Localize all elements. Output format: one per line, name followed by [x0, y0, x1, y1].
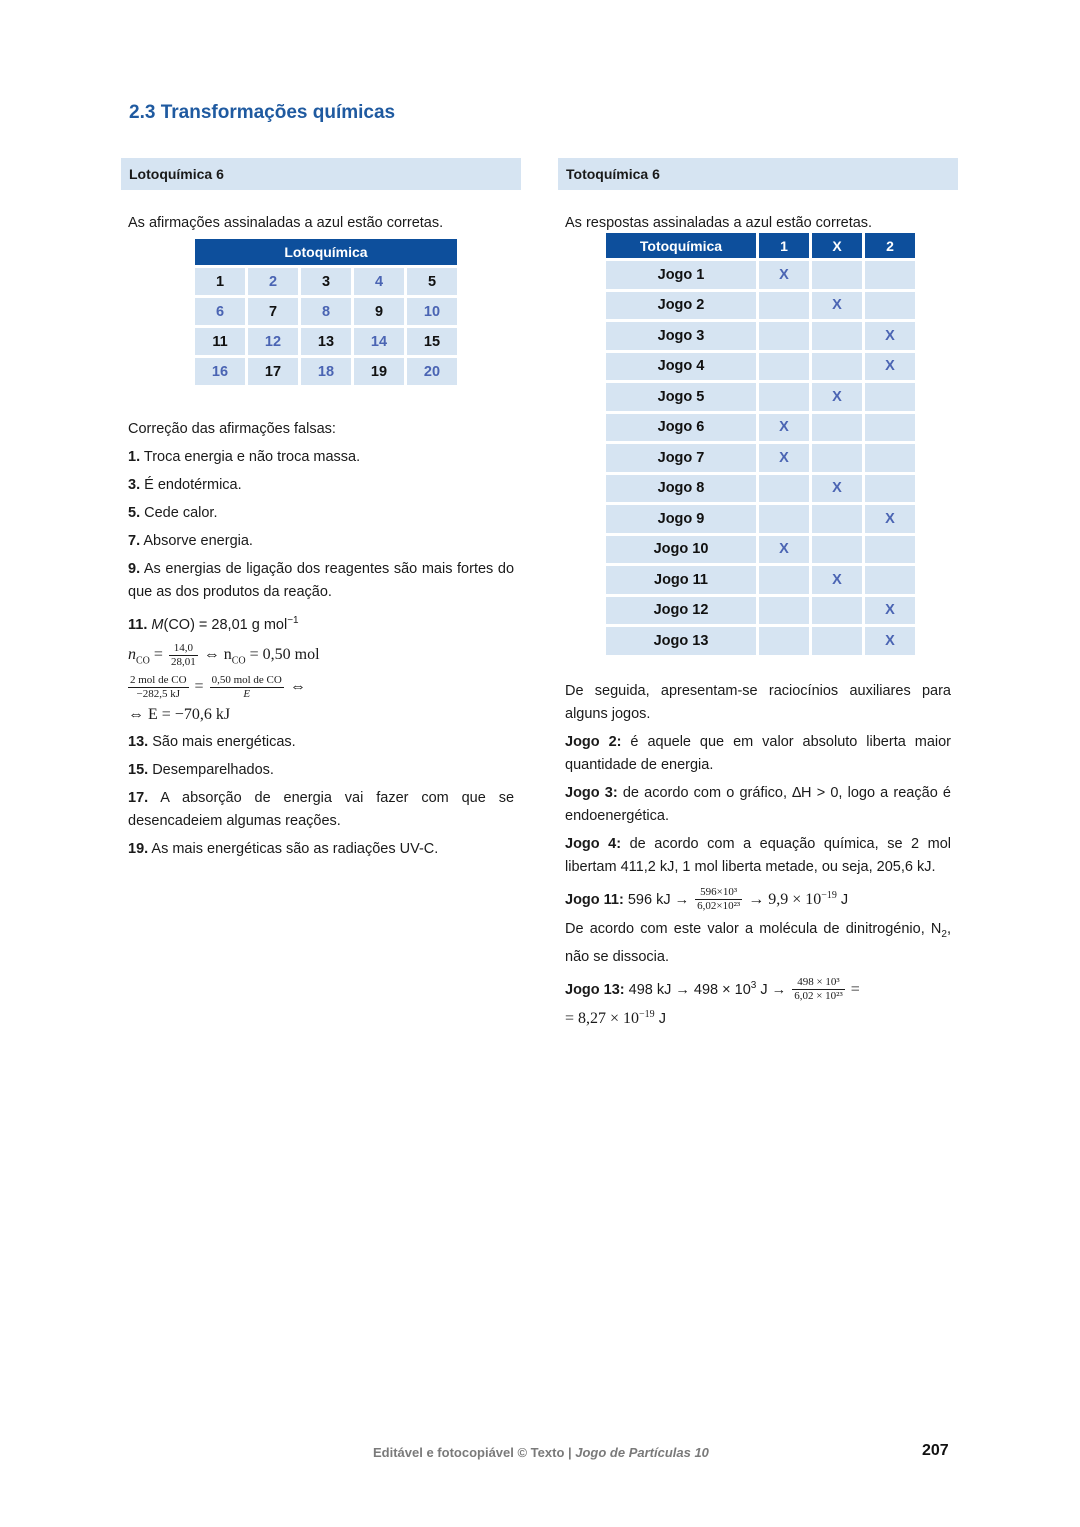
- aux-text: é aquele que em valor absoluto liberta maior quantidade de energia.: [565, 733, 952, 773]
- eq2-den1: −282,5 kJ: [136, 688, 180, 701]
- answer-mark: X: [865, 322, 915, 350]
- correction-num: 11.: [128, 616, 148, 633]
- lotoquimica-cell-16: 16: [195, 358, 245, 385]
- correction-num: 17.: [128, 790, 149, 807]
- totoquimica-row: [606, 536, 915, 564]
- empty-cell: [812, 505, 862, 533]
- lotoquimica-row: [195, 298, 457, 325]
- eq1-rhs: ⇔ n: [203, 646, 232, 663]
- jogo-13-unit: J: [654, 1011, 666, 1028]
- game-name: Jogo 6: [606, 414, 756, 442]
- correction-text: São mais energéticas.: [152, 734, 296, 751]
- totoquimica-row: [606, 261, 915, 289]
- empty-cell: [759, 353, 809, 381]
- empty-cell: [865, 292, 915, 320]
- jogo-11-den: 6,02×10²³: [697, 900, 741, 912]
- lotoquimica-cell-13: 13: [301, 328, 351, 355]
- jogo-11-unit: J: [836, 891, 849, 908]
- totoquimica-row: [606, 475, 915, 503]
- correction-item: [128, 558, 514, 604]
- correction-item: [128, 759, 514, 782]
- eq1-den: 28,01: [170, 655, 196, 668]
- correction-num: 9.: [128, 561, 141, 577]
- correction-text: As energias de ligação dos reagentes são mais fortes do que as dos produtos da reação.: [128, 561, 515, 600]
- eq1-num: 14,0: [169, 642, 198, 656]
- lotoquimica-cell-19: 19: [354, 358, 404, 385]
- lotoquimica-cell-20: 20: [407, 358, 457, 385]
- empty-cell: [865, 261, 915, 289]
- molar-mass-text: (CO) = 28,01 g mol: [163, 616, 288, 633]
- answer-mark: X: [812, 475, 862, 503]
- eq1-lhs: n: [128, 646, 136, 663]
- header-option-2: 2: [865, 233, 915, 258]
- lotoquimica-row: [195, 268, 457, 295]
- lotoquimica-cell-6: 6: [195, 298, 245, 325]
- empty-cell: [759, 597, 809, 625]
- jogo-13-reasoning: [565, 974, 951, 1004]
- game-name: Jogo 3: [606, 322, 756, 350]
- aux-label: Jogo 4:: [565, 835, 622, 852]
- empty-cell: [759, 322, 809, 350]
- correction-num: 7.: [128, 533, 141, 549]
- molar-mass-symbol: M: [151, 616, 164, 633]
- empty-cell: [759, 627, 809, 655]
- empty-cell: [812, 322, 862, 350]
- answer-mark: X: [812, 383, 862, 411]
- totoquimica-table: [603, 230, 918, 658]
- equation-3: ⇔ E = −70,6 kJ: [128, 706, 231, 724]
- totoquimica-row: [606, 322, 915, 350]
- totoquimica-row: [606, 292, 915, 320]
- jogo-13-line2: = 8,27 × 10: [565, 1010, 640, 1028]
- lotoquimica-grid-title: Lotoquímica: [195, 239, 457, 265]
- footer-copyright: [373, 1445, 709, 1460]
- lotoquimica-cell-9: 9: [354, 298, 404, 325]
- jogo-13-result: [565, 1003, 951, 1031]
- answer-mark: X: [865, 505, 915, 533]
- game-name: Jogo 1: [606, 261, 756, 289]
- correction-text: Cede calor.: [144, 505, 218, 521]
- correction-num: 13.: [128, 734, 149, 751]
- lotoquimica-cell-7: 7: [248, 298, 298, 325]
- eq2-num2: 0,50 mol de CO: [211, 674, 282, 687]
- lotoquimica-row: [195, 328, 457, 355]
- correction-num: 5.: [128, 505, 141, 521]
- answer-mark: X: [865, 627, 915, 655]
- answer-mark: X: [865, 353, 915, 381]
- correction-text: É endotérmica.: [144, 477, 242, 493]
- lotoquimica-cell-5: 5: [407, 268, 457, 295]
- n2-text-pre: De acordo com este valor a molécula de dinitrogénio, N: [565, 921, 942, 937]
- lotoquimica-cell-3: 3: [301, 268, 351, 295]
- aux-label: Jogo 3:: [565, 784, 618, 801]
- corrections-list: [121, 418, 521, 861]
- empty-cell: [812, 261, 862, 289]
- lotoquimica-cell-15: 15: [407, 328, 457, 355]
- correction-item: [128, 530, 514, 553]
- correction-item: [128, 474, 514, 497]
- empty-cell: [812, 627, 862, 655]
- jogo-13-eq: =: [850, 980, 860, 998]
- lotoquimica-cell-10: 10: [407, 298, 457, 325]
- jogo-11-pre: 596 kJ →: [623, 891, 690, 908]
- jogo-13-den: 6,02 × 10²³: [794, 990, 843, 1003]
- totoquimica-row: [606, 566, 915, 594]
- totoquimica-row: [606, 444, 915, 472]
- empty-cell: [759, 292, 809, 320]
- jogo-13-pre2: J →: [756, 981, 787, 998]
- lotoquimica-intro: As afirmações assinaladas a azul estão corretas.: [128, 215, 444, 231]
- correction-item-11: [128, 609, 514, 637]
- answer-mark: X: [812, 292, 862, 320]
- answer-mark: X: [759, 444, 809, 472]
- answer-mark: X: [759, 536, 809, 564]
- eq1-rhs-sub: CO: [231, 655, 246, 667]
- jogo-13-num: 498 × 10³: [792, 976, 845, 990]
- game-name: Jogo 4: [606, 353, 756, 381]
- answer-mark: X: [812, 566, 862, 594]
- lotoquimica-row: [195, 358, 457, 385]
- eq2-den2: E: [243, 688, 251, 701]
- totoquimica-row: [606, 353, 915, 381]
- jogo-13-fraction: [792, 976, 845, 1003]
- correction-num: 1.: [128, 449, 141, 465]
- eq2-fraction-1: [128, 674, 189, 701]
- correction-text: Troca energia e não troca massa.: [143, 449, 361, 465]
- game-name: Jogo 9: [606, 505, 756, 533]
- empty-cell: [759, 383, 809, 411]
- jogo-13-label: Jogo 13:: [565, 981, 625, 998]
- lotoquimica-cell-14: 14: [354, 328, 404, 355]
- lotoquimica-cell-17: 17: [248, 358, 298, 385]
- game-name: Jogo 11: [606, 566, 756, 594]
- aux-intro: De seguida, apresentam-se raciocínios auxiliares para alguns jogos.: [565, 682, 951, 722]
- answer-mark: X: [759, 414, 809, 442]
- eq2-num1: 2 mol de CO: [130, 674, 187, 687]
- jogo-13-line2-exp: −19: [639, 1009, 655, 1021]
- empty-cell: [812, 597, 862, 625]
- totoquimica-intro: As respostas assinaladas a azul estão corretas.: [565, 215, 873, 231]
- correction-item: [128, 838, 514, 861]
- jogo-11-fraction: [695, 886, 742, 913]
- correction-text: As mais energéticas são as radiações UV-C.: [151, 841, 439, 858]
- correction-item: [128, 446, 514, 469]
- jogo-11-num: 596×10³: [695, 886, 742, 900]
- equation-2: $\frac{\text{2 mol de CO}}{-282,5 kJ}$ = $\frac{\text{0,50 mol de CO}}{E}$ ⇔: [130, 674, 306, 701]
- page-number: 207: [922, 1442, 949, 1459]
- empty-cell: [812, 414, 862, 442]
- jogo-13-pre-exp: 3: [750, 979, 757, 991]
- jogo-11-exp: −19: [821, 889, 837, 901]
- aux-item: [565, 782, 951, 828]
- jogo-13-pre: 498 kJ → 498 × 10: [624, 981, 751, 998]
- molar-mass-exp: −1: [287, 615, 299, 626]
- empty-cell: [759, 475, 809, 503]
- lotoquimica-cell-8: 8: [301, 298, 351, 325]
- totoquimica-row: [606, 414, 915, 442]
- lotoquimica-cell-12: 12: [248, 328, 298, 355]
- n2-conclusion: [565, 918, 951, 969]
- lotoquimica-cell-2: 2: [248, 268, 298, 295]
- empty-cell: [865, 444, 915, 472]
- empty-cell: [865, 566, 915, 594]
- correction-num: 3.: [128, 477, 141, 493]
- game-name: Jogo 12: [606, 597, 756, 625]
- section-title: 2.3 Transformações químicas: [129, 102, 396, 123]
- correction-item: [128, 502, 514, 525]
- equation-1: $n_{CO}$ = $\frac{14,0}{28,01}$ ⇔ $n_{CO} = 0,50$ mol: [128, 641, 320, 668]
- jogo-11-label: Jogo 11:: [565, 891, 624, 908]
- totoquimica-section: [558, 158, 958, 1036]
- aux-text: de acordo com a equação química, se 2 mol libertam 411,2 kJ, 1 mol liberta metade, ou seja, 205,6 kJ.: [565, 835, 952, 875]
- game-name: Jogo 10: [606, 536, 756, 564]
- empty-cell: [812, 353, 862, 381]
- header-option-x: X: [812, 233, 862, 258]
- auxiliary-reasoning: [558, 680, 958, 1032]
- game-name: Jogo 7: [606, 444, 756, 472]
- game-name: Jogo 13: [606, 627, 756, 655]
- game-name: Jogo 2: [606, 292, 756, 320]
- header-game: Totoquímica: [606, 233, 756, 258]
- footer-book-title: Jogo de Partículas 10: [575, 1445, 709, 1460]
- totoquimica-row: [606, 627, 915, 655]
- footer-text: Editável e fotocopiável © Texto |: [373, 1445, 576, 1460]
- game-name: Jogo 5: [606, 383, 756, 411]
- eq1-sub: CO: [136, 655, 150, 667]
- correction-item: [128, 731, 514, 754]
- lotoquimica-grid: [192, 236, 460, 388]
- correction-num: 19.: [128, 841, 149, 858]
- aux-label: Jogo 2:: [565, 733, 622, 750]
- totoquimica-row: [606, 383, 915, 411]
- empty-cell: [759, 505, 809, 533]
- answer-mark: X: [865, 597, 915, 625]
- empty-cell: [865, 414, 915, 442]
- totoquimica-row: [606, 597, 915, 625]
- answer-mark: X: [759, 261, 809, 289]
- header-option-1: 1: [759, 233, 809, 258]
- lotoquimica-cell-1: 1: [195, 268, 245, 295]
- eq2-equiv: ⇔: [289, 678, 306, 696]
- aux-item: [565, 833, 951, 879]
- aux-text: de acordo com o gráfico, ∆H > 0, logo a reação é endoenergética.: [565, 784, 951, 824]
- empty-cell: [865, 475, 915, 503]
- jogo-11-reasoning: [565, 884, 951, 914]
- empty-cell: [812, 444, 862, 472]
- n2-sub: 2: [941, 928, 947, 940]
- jogo-11-post: → 9,9 × 10: [748, 890, 822, 908]
- lotoquimica-section: [121, 158, 521, 866]
- eq1-result: = 0,50 mol: [245, 646, 320, 663]
- correction-text: Absorve energia.: [143, 533, 253, 549]
- totoquimica-header: Totoquímica 6: [558, 158, 958, 190]
- eq1-fraction: [169, 642, 198, 669]
- empty-cell: [759, 566, 809, 594]
- correction-num: 15.: [128, 762, 149, 779]
- lotoquimica-header: Lotoquímica 6: [121, 158, 521, 190]
- n2-text-post: , não se dissocia.: [565, 921, 951, 965]
- empty-cell: [812, 536, 862, 564]
- game-name: Jogo 8: [606, 475, 756, 503]
- corrections-title: Correção das afirmações falsas:: [128, 421, 336, 437]
- empty-cell: [865, 536, 915, 564]
- correction-text: Desemparelhados.: [152, 762, 274, 779]
- totoquimica-row: [606, 505, 915, 533]
- eq2-fraction-2: [210, 674, 284, 701]
- correction-item: [128, 787, 514, 833]
- aux-item: [565, 731, 951, 777]
- correction-text: A absorção de energia vai fazer com que se desencadeiem algumas reações.: [128, 790, 515, 830]
- lotoquimica-cell-18: 18: [301, 358, 351, 385]
- lotoquimica-cell-11: 11: [195, 328, 245, 355]
- empty-cell: [865, 383, 915, 411]
- lotoquimica-cell-4: 4: [354, 268, 404, 295]
